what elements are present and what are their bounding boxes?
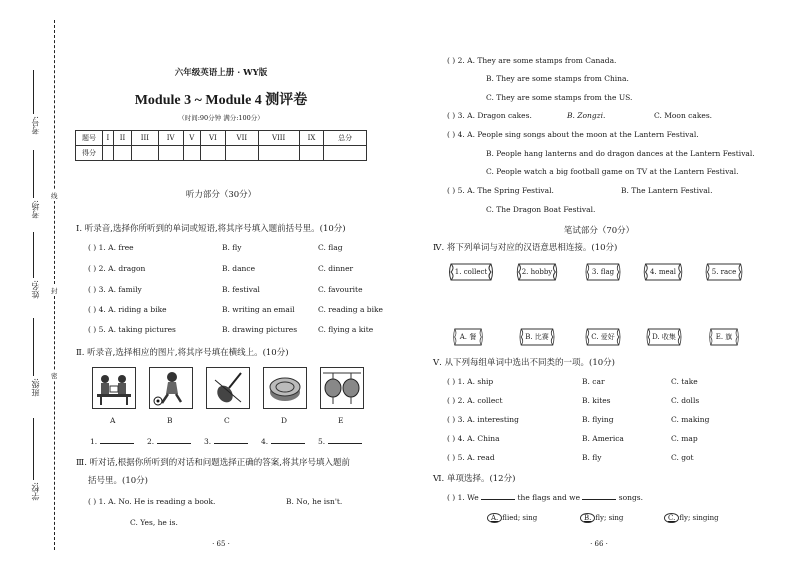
choice-text: fly; singing — [679, 514, 719, 522]
option-a: ( ) 1. A. No. He is reading a book. — [88, 497, 216, 506]
option-c: C. map — [671, 434, 698, 443]
page-number-left: · 65 · — [212, 540, 230, 548]
table-cell: I — [103, 131, 114, 146]
score-cell[interactable] — [258, 146, 299, 161]
part2-heading: Ⅱ. 听录音,选择相应的图片,将其序号填在横线上。(10分) — [76, 348, 289, 358]
blank-number: 5. — [318, 437, 326, 446]
score-table-header-row — [76, 131, 367, 146]
class-label: 班级: — [31, 378, 40, 397]
picture-label: E — [338, 416, 344, 425]
q2-option-b: B. They are some stamps from China. — [486, 74, 629, 83]
score-cell[interactable] — [324, 146, 367, 161]
part4-heading: Ⅳ. 将下列单词与对应的汉语意思相连接。(10分) — [433, 243, 618, 253]
table-cell: VI — [200, 131, 225, 146]
option-a: ( ) 2. A. collect — [447, 396, 503, 405]
meaning-card[interactable] — [708, 327, 740, 347]
option-c: C. got — [671, 453, 694, 462]
word-card[interactable] — [584, 262, 622, 282]
answer-blank-2[interactable] — [147, 435, 191, 446]
option-b: B. car — [582, 377, 605, 386]
seal-word: 密 — [51, 372, 58, 380]
exam-no-field[interactable] — [33, 70, 34, 114]
option-a: ( ) 3. A. interesting — [447, 415, 519, 424]
option-b: B. No, he isn't. — [286, 497, 343, 506]
q3-option-c: C. Moon cakes. — [654, 111, 713, 120]
meaning-text: C. 爱好 — [591, 333, 615, 341]
option-a: ( ) 5. A. taking pictures — [88, 325, 176, 334]
choice-c[interactable] — [664, 513, 719, 523]
table-cell: IV — [158, 131, 183, 146]
choice-letter: A. — [487, 513, 502, 523]
sentence-mid: the flags and we — [517, 493, 581, 502]
picture-boy-football — [149, 367, 193, 409]
picture-people-reading — [92, 367, 136, 409]
answer-line[interactable] — [582, 491, 616, 500]
school-field[interactable] — [33, 418, 34, 480]
option-a: ( ) 1. A. ship — [447, 377, 494, 386]
paper-title: Module 3 ~ Module 4 测评卷 — [134, 93, 308, 108]
answer-line[interactable] — [157, 435, 191, 444]
school-label: 学校: — [31, 482, 40, 501]
picture-violin — [206, 367, 250, 409]
word-text: 1. collect — [454, 268, 488, 276]
picture-label: D — [281, 416, 288, 425]
option-b: B. writing an email — [222, 305, 295, 314]
q4-option-c: C. People watch a big football game on TV at the Lantern Festival. — [486, 167, 739, 176]
meaning-text: E. 旗 — [715, 333, 733, 341]
table-cell: 题号 — [76, 131, 103, 146]
question-sentence — [447, 491, 643, 502]
option-b: B. festival — [222, 285, 260, 294]
table-cell: 得分 — [76, 146, 103, 161]
score-cell[interactable] — [183, 146, 200, 161]
part3-heading: Ⅲ. 听对话,根据你所听到的对话和问题选择正确的答案,将其序号填入题前 — [76, 458, 351, 468]
meaning-card[interactable] — [518, 327, 556, 347]
meaning-text: A. 餐 — [459, 333, 477, 341]
option-a: ( ) 5. A. read — [447, 453, 495, 462]
part3-heading-cont: 括号里。(10分) — [88, 476, 148, 486]
answer-blank-1[interactable] — [90, 435, 134, 446]
listening-section-title: 听力部分（30分） — [185, 190, 257, 200]
q5-option-a: ( ) 5. A. The Spring Festival. — [447, 186, 554, 195]
word-card[interactable] — [642, 262, 684, 282]
table-cell: V — [183, 131, 200, 146]
word-text: 3. flag — [591, 268, 615, 276]
written-section-title: 笔试部分（70分） — [563, 226, 635, 236]
name-label: 姓名: — [31, 280, 40, 299]
option-a: ( ) 4. A. riding a bike — [88, 305, 167, 314]
option-b: B. kites — [582, 396, 611, 405]
part6-heading: Ⅵ. 单项选择。(12分) — [433, 474, 516, 484]
option-a: ( ) 1. A. free — [88, 243, 134, 252]
option-b: B. flying — [582, 415, 614, 424]
table-cell: IX — [299, 131, 324, 146]
table-cell: III — [132, 131, 158, 146]
option-c: C. Yes, he is. — [130, 518, 178, 527]
option-b: B. drawing pictures — [222, 325, 298, 334]
word-text: 4. meal — [649, 268, 677, 276]
meaning-text: B. 比赛 — [525, 333, 549, 341]
q2-option-c: C. They are some stamps from the US. — [486, 93, 633, 102]
picture-lanterns — [320, 367, 364, 409]
table-cell: VII — [225, 131, 258, 146]
sentence-end: songs. — [618, 493, 644, 502]
meaning-card[interactable] — [645, 327, 683, 347]
part1-heading: Ⅰ. 听录音,选择你所听到的单词或短语,将其序号填入题前括号里。(10分) — [76, 224, 346, 234]
q5-option-b: B. The Lantern Festival. — [621, 186, 713, 195]
score-cell[interactable] — [132, 146, 158, 161]
table-cell: 总分 — [324, 131, 367, 146]
page-number-right: · 66 · — [590, 540, 608, 548]
option-c: C. flying a kite — [318, 325, 374, 334]
q5-option-c: C. The Dragon Boat Festival. — [486, 205, 596, 214]
q4-option-a: ( ) 4. A. People sing songs about the moon at the Lantern Festival. — [447, 130, 699, 139]
option-a: ( ) 3. A. family — [88, 285, 142, 294]
meaning-text: D. 收集 — [652, 333, 676, 341]
picture-label: A — [110, 416, 116, 425]
answer-line[interactable] — [214, 435, 248, 444]
q3-option-a: ( ) 3. A. Dragon cakes. — [447, 111, 532, 120]
option-c: C. dinner — [318, 264, 354, 273]
option-c: C. dolls — [671, 396, 700, 405]
word-text: 2. hobby — [521, 268, 553, 276]
blank-number: 4. — [261, 437, 269, 446]
picture-label: C — [224, 416, 230, 425]
option-c: C. reading a bike — [318, 305, 383, 314]
picture-mooncake — [263, 367, 307, 409]
answer-line[interactable] — [271, 435, 305, 444]
answer-blank-4[interactable] — [261, 435, 305, 446]
score-table-score-row — [76, 146, 367, 161]
sentence-start: ( ) 1. We — [447, 493, 479, 502]
score-cell[interactable] — [299, 146, 324, 161]
answer-line[interactable] — [100, 435, 134, 444]
answer-blank-5[interactable] — [318, 435, 362, 446]
picture-label: B — [167, 416, 173, 425]
exam-room-field[interactable] — [33, 150, 34, 198]
score-cell[interactable] — [158, 146, 183, 161]
paper-subtitle: 六年级英语上册 · WY版 — [174, 68, 268, 78]
answer-line[interactable] — [328, 435, 362, 444]
blank-number: 2. — [147, 437, 155, 446]
choice-text: fly; sing — [595, 514, 624, 522]
seal-word: 封 — [51, 287, 58, 295]
option-c: C. making — [671, 415, 710, 424]
choice-b[interactable] — [580, 513, 623, 523]
score-cell[interactable] — [103, 146, 114, 161]
answer-line[interactable] — [481, 491, 515, 500]
time-limit: （时间:90分钟 满分:100分） — [178, 114, 264, 122]
seal-word: 线 — [51, 192, 58, 200]
option-c: C. flag — [318, 243, 343, 252]
table-cell: VIII — [258, 131, 299, 146]
part5-heading: Ⅴ. 从下列每组单词中选出不同类的一项。(10分) — [433, 358, 615, 368]
word-text: 5. race — [711, 268, 737, 276]
exam-room-label: 考场: — [31, 200, 40, 219]
score-cell[interactable] — [225, 146, 258, 161]
blank-number: 1. — [90, 437, 98, 446]
meaning-card[interactable] — [584, 327, 622, 347]
choice-letter: B. — [580, 513, 595, 523]
option-b: B. dance — [222, 264, 256, 273]
table-cell: II — [113, 131, 132, 146]
name-field[interactable] — [33, 232, 34, 278]
exam-no-label: 考号: — [31, 116, 40, 135]
option-b: B. fly — [582, 453, 602, 462]
option-c: C. favourite — [318, 285, 363, 294]
q2-option-a: ( ) 2. A. They are some stamps from Canada. — [447, 56, 617, 65]
option-a: ( ) 4. A. China — [447, 434, 500, 443]
word-card[interactable] — [515, 262, 559, 282]
meaning-card[interactable] — [452, 327, 484, 347]
option-a: ( ) 2. A. dragon — [88, 264, 146, 273]
option-b: B. America — [582, 434, 624, 443]
choice-a[interactable] — [487, 513, 537, 523]
score-cell[interactable] — [200, 146, 225, 161]
q3-option-b: B. Zongzi. — [567, 111, 606, 120]
blank-number: 3. — [204, 437, 212, 446]
option-b: B. fly — [222, 243, 242, 252]
choice-letter: C. — [664, 513, 679, 523]
q4-option-b: B. People hang lanterns and do dragon dances at the Lantern Festival. — [486, 149, 755, 158]
word-card[interactable] — [704, 262, 744, 282]
class-field[interactable] — [33, 318, 34, 376]
answer-blank-3[interactable] — [204, 435, 248, 446]
word-card[interactable] — [447, 262, 495, 282]
score-table — [75, 130, 367, 161]
choice-text: flied; sing — [502, 514, 538, 522]
score-cell[interactable] — [113, 146, 132, 161]
option-c: C. take — [671, 377, 698, 386]
